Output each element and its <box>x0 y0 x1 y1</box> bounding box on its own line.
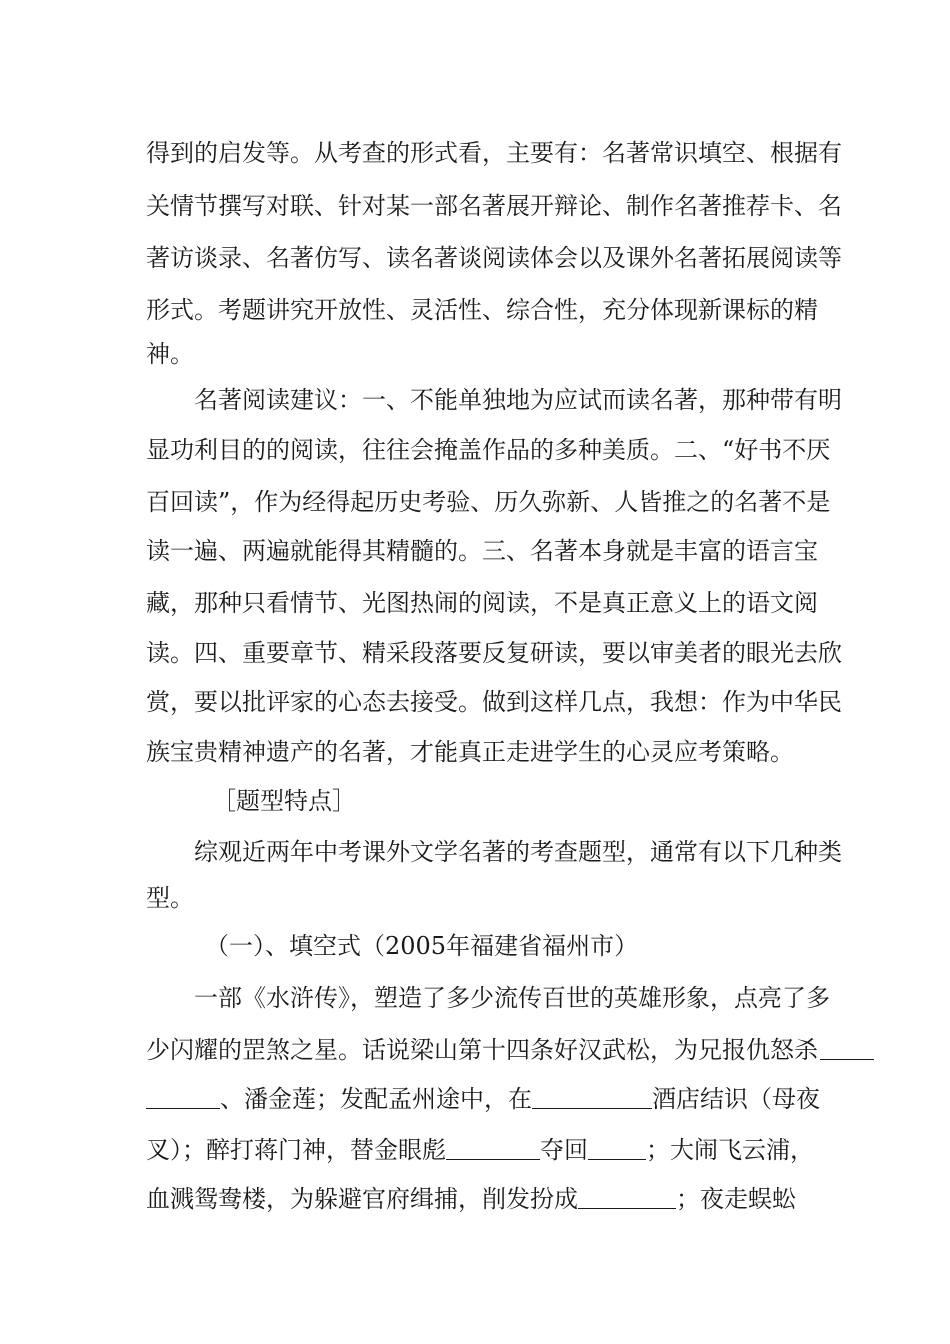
fill-blank-1b <box>146 1088 220 1109</box>
paragraph-4-line-1: 一部《水浒传》，塑造了多少流传百世的英雄形象，点亮了多 <box>194 984 830 1012</box>
paragraph-3-line-2: 型。 <box>146 884 194 912</box>
paragraph-1-line-4: 形式。考题讲究开放性、灵活性、综合性，充分体现新课标的精 <box>146 296 818 324</box>
fill-blank-2 <box>532 1088 652 1109</box>
paragraph-4-line-2 <box>146 1035 874 1065</box>
paragraph-4-line-3-text-b: 酒店结识（母夜 <box>652 1085 820 1113</box>
paragraph-4-line-4-text-c: ；大闹飞云浦， <box>646 1136 814 1164</box>
paragraph-4-line-5-text-b: ；夜走蜈蚣 <box>676 1185 796 1213</box>
paragraph-2-line-7: 赏，要以批评家的心态去接受。做到这样几点，我想：作为中华民 <box>146 688 842 716</box>
fill-blank-3 <box>446 1139 540 1160</box>
paragraph-2-line-6: 读。四、重要章节、精采段落要反复研读，要以审美者的眼光去欣 <box>146 639 842 667</box>
paragraph-4-line-4 <box>146 1135 814 1165</box>
paragraph-4-line-4-text-b: 夺回 <box>540 1136 588 1164</box>
paragraph-1-line-1: 得到的启发等。从考查的形式看，主要有：名著常识填空、根据有 <box>146 139 842 167</box>
paragraph-2-line-5: 藏，那种只看情节、光图热闹的阅读，不是真正意义上的语文阅 <box>146 589 818 617</box>
section-heading: ［题型特点］ <box>212 787 356 815</box>
fill-blank-1a <box>820 1039 874 1060</box>
paragraph-2-line-2: 显功利目的的阅读，往往会掩盖作品的多种美质。二、“好书不厌 <box>146 436 831 464</box>
paragraph-1-line-5: 神。 <box>146 340 194 368</box>
paragraph-4-line-3-text-a: 、潘金莲；发配孟州途中，在 <box>220 1085 532 1113</box>
paragraph-2-line-8: 族宝贵精神遗产的名著，才能真正走进学生的心灵应考策略。 <box>146 738 794 766</box>
paragraph-4-line-3 <box>146 1084 820 1114</box>
paragraph-2-line-1: 名著阅读建议：一、不能单独地为应试而读名著，那种带有明 <box>194 386 842 414</box>
paragraph-1-line-3: 著访谈录、名著仿写、读名著谈阅读体会以及课外名著拓展阅读等 <box>146 244 842 272</box>
paragraph-1-line-2: 关情节撰写对联、针对某一部名著展开辩论、制作名著推荐卡、名 <box>146 192 842 220</box>
fill-blank-5 <box>578 1188 676 1209</box>
paragraph-4-line-2-text: 少闪耀的罡煞之星。话说梁山第十四条好汉武松，为兄报仇怒杀 <box>146 1036 818 1064</box>
subsection-heading: （一）、填空式（2005年福建省福州市） <box>205 932 639 960</box>
paragraph-4-line-4-text-a: 叉）；醉打蒋门神，替金眼彪 <box>146 1136 446 1164</box>
paragraph-4-line-5-text-a: 血溅鸳鸯楼，为躲避官府缉捕，削发扮成 <box>146 1185 578 1213</box>
fill-blank-4 <box>588 1139 646 1160</box>
paragraph-4-line-5 <box>146 1184 796 1214</box>
paragraph-2-line-4: 读一遍、两遍就能得其精髓的。三、名著本身就是丰富的语言宝 <box>146 537 818 565</box>
paragraph-3-line-1: 综观近两年中考课外文学名著的考查题型，通常有以下几种类 <box>194 838 842 866</box>
paragraph-2-line-3: 百回读”，作为经得起历史考验、历久弥新、人皆推之的名著不是 <box>146 488 831 516</box>
